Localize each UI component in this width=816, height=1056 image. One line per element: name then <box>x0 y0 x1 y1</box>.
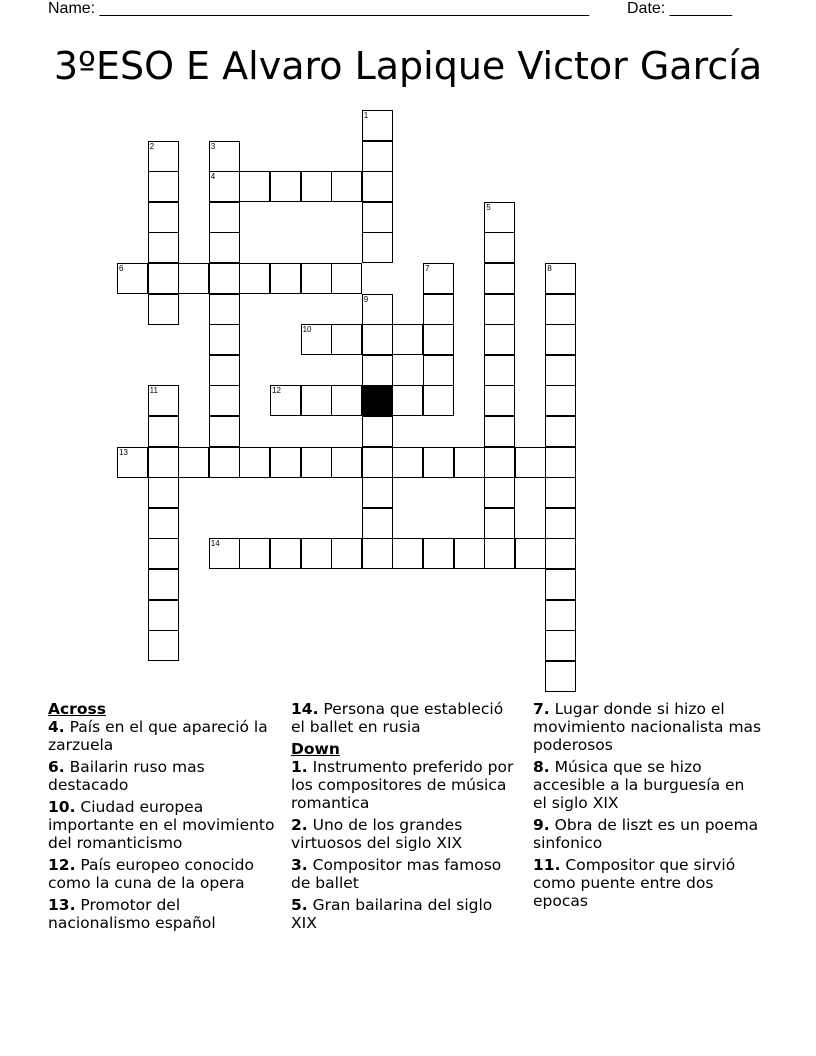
grid-cell[interactable] <box>301 538 332 569</box>
grid-cell[interactable] <box>545 600 576 631</box>
clue-number: 10. <box>48 798 76 816</box>
grid-clue-number: 10 <box>302 325 312 335</box>
grid-cell[interactable] <box>331 385 362 416</box>
grid-clue-number: 3 <box>210 141 216 151</box>
clue-text: Música que se hizo accesible a la burguesía en el siglo XIX <box>533 758 745 812</box>
grid-cell[interactable] <box>331 538 362 569</box>
clues-column-2 <box>291 700 521 936</box>
clues-column-3 <box>533 700 763 914</box>
grid-cell[interactable] <box>545 294 576 325</box>
grid-cell[interactable] <box>178 263 209 294</box>
grid-cell[interactable] <box>454 447 485 478</box>
clue-text: Bailarin ruso mas destacado <box>48 758 205 794</box>
grid-clue-number: 13 <box>119 447 128 457</box>
grid-cell[interactable] <box>545 569 576 600</box>
grid-clue-number: 6 <box>119 264 124 273</box>
grid-cell[interactable] <box>178 447 209 478</box>
clue-number: 3. <box>291 856 308 874</box>
grid-cell[interactable] <box>148 477 179 508</box>
page-title: 3ºESO E Alvaro Lapique Victor García <box>53 44 763 88</box>
grid-cell[interactable] <box>148 171 179 202</box>
grid-cell[interactable] <box>148 569 179 600</box>
clue-text: Lugar donde si hizo el movimiento nacionalista mas poderosos <box>533 700 762 754</box>
grid-cell[interactable] <box>423 538 454 569</box>
grid-cell[interactable] <box>545 385 576 416</box>
grid-clue-number: 7 <box>425 264 430 273</box>
clue-number: 14. <box>291 700 319 718</box>
clue-text: País europeo conocido como la cuna de la opera <box>48 856 254 892</box>
clue-text: Promotor del nacionalismo español <box>48 896 216 932</box>
grid-cell[interactable] <box>362 477 393 508</box>
grid-cell[interactable] <box>148 232 179 263</box>
grid-cell[interactable] <box>362 538 393 569</box>
grid-cell[interactable] <box>484 324 515 355</box>
clue-text: Compositor que sirvió como puente entre dos epocas <box>533 856 736 910</box>
across-clue-13 <box>48 896 278 932</box>
grid-cell[interactable] <box>270 447 301 478</box>
grid-cell[interactable] <box>301 385 332 416</box>
grid-cell[interactable] <box>545 630 576 661</box>
grid-cell[interactable] <box>392 324 423 355</box>
clue-number: 6. <box>48 758 65 776</box>
grid-cell[interactable] <box>454 538 485 569</box>
grid-cell[interactable] <box>545 477 576 508</box>
across-clue-4 <box>48 718 278 754</box>
grid-cell[interactable] <box>545 661 576 692</box>
grid-cell[interactable] <box>545 538 576 569</box>
grid-cell[interactable] <box>484 232 515 263</box>
grid-cell[interactable] <box>545 447 576 478</box>
grid-cell[interactable] <box>484 294 515 325</box>
down-clue-9 <box>533 816 763 852</box>
grid-cell[interactable] <box>331 263 362 294</box>
down-clue-8 <box>533 758 763 812</box>
grid-cell[interactable] <box>148 416 179 447</box>
grid-cell[interactable] <box>331 324 362 355</box>
grid-cell[interactable] <box>209 294 240 325</box>
grid-cell[interactable] <box>362 355 393 386</box>
grid-cell[interactable] <box>239 447 270 478</box>
grid-cell[interactable] <box>484 416 515 447</box>
grid-cell[interactable] <box>209 232 240 263</box>
grid-cell[interactable] <box>239 538 270 569</box>
grid-cell[interactable] <box>423 355 454 386</box>
down-clue-5 <box>291 896 521 932</box>
grid-cell[interactable] <box>392 538 423 569</box>
grid-cell[interactable] <box>209 202 240 233</box>
grid-cell[interactable] <box>423 447 454 478</box>
date-field-label: Date: _______ <box>627 0 732 17</box>
grid-cell[interactable] <box>148 447 179 478</box>
grid-cell[interactable] <box>148 294 179 325</box>
across-clue-6 <box>48 758 278 794</box>
clue-number: 2. <box>291 816 308 834</box>
clue-number: 5. <box>291 896 308 914</box>
grid-cell[interactable] <box>362 447 393 478</box>
clue-number: 11. <box>533 856 561 874</box>
grid-cell[interactable] <box>301 447 332 478</box>
grid-cell[interactable] <box>239 171 270 202</box>
clue-number: 4. <box>48 718 65 736</box>
clue-number: 1. <box>291 758 308 776</box>
grid-clue-number: 9 <box>363 294 369 304</box>
grid-cell[interactable] <box>423 324 454 355</box>
clue-text: Uno de los grandes virtuosos del siglo XIX <box>291 816 463 852</box>
grid-cell[interactable] <box>209 324 240 355</box>
grid-cell[interactable] <box>209 385 240 416</box>
grid-cell[interactable] <box>331 447 362 478</box>
grid-cell[interactable] <box>209 416 240 447</box>
grid-cell[interactable] <box>484 508 515 539</box>
across-heading: Across <box>48 700 106 718</box>
grid-cell[interactable] <box>362 202 393 233</box>
grid-cell[interactable] <box>362 416 393 447</box>
grid-cell[interactable] <box>209 355 240 386</box>
grid-cell[interactable] <box>484 447 515 478</box>
grid-cell[interactable] <box>484 355 515 386</box>
clues-column-1 <box>48 700 278 936</box>
grid-cell[interactable] <box>484 538 515 569</box>
grid-cell[interactable] <box>484 477 515 508</box>
down-clue-1 <box>291 758 521 812</box>
across-clue-12 <box>48 856 278 892</box>
clue-text: Obra de liszt es un poema sinfonico <box>533 816 759 852</box>
clue-number: 12. <box>48 856 76 874</box>
grid-cell[interactable] <box>239 263 270 294</box>
name-field-label: Name: _______________________________________________________ <box>48 0 589 17</box>
grid-block <box>362 385 393 416</box>
clue-text: Instrumento preferido por los compositores de música romantica <box>291 758 514 812</box>
across-clue-14 <box>291 700 521 736</box>
grid-cell[interactable] <box>209 263 240 294</box>
grid-clue-number: 5 <box>486 202 491 212</box>
grid-cell[interactable] <box>423 294 454 325</box>
down-heading: Down <box>291 740 340 758</box>
grid-cell[interactable] <box>148 202 179 233</box>
down-clue-7 <box>533 700 763 754</box>
grid-cell[interactable] <box>270 538 301 569</box>
grid-cell[interactable] <box>515 447 546 478</box>
clue-number: 7. <box>533 700 550 718</box>
grid-cell[interactable] <box>484 263 515 294</box>
grid-cell[interactable] <box>301 263 332 294</box>
clue-text: País en el que apareció la zarzuela <box>48 718 268 754</box>
grid-clue-number: 11 <box>149 386 158 396</box>
grid-clue-number: 14 <box>210 539 220 549</box>
clue-number: 9. <box>533 816 550 834</box>
grid-cell[interactable] <box>545 416 576 447</box>
grid-clue-number: 12 <box>272 386 281 396</box>
grid-cell[interactable] <box>331 171 362 202</box>
grid-cell[interactable] <box>362 232 393 263</box>
grid-cell[interactable] <box>148 538 179 569</box>
grid-clue-number: 8 <box>547 264 552 273</box>
grid-cell[interactable] <box>301 171 332 202</box>
grid-cell[interactable] <box>484 385 515 416</box>
grid-cell[interactable] <box>545 355 576 386</box>
grid-clue-number: 2 <box>149 141 155 151</box>
grid-cell[interactable] <box>362 171 393 202</box>
clue-number: 13. <box>48 896 76 914</box>
grid-cell[interactable] <box>148 630 179 661</box>
grid-clue-number: 4 <box>210 172 216 182</box>
grid-cell[interactable] <box>148 263 179 294</box>
grid-cell[interactable] <box>545 324 576 355</box>
grid-cell[interactable] <box>423 385 454 416</box>
down-clue-11 <box>533 856 763 910</box>
grid-cell[interactable] <box>209 447 240 478</box>
down-clue-3 <box>291 856 521 892</box>
across-clue-10 <box>48 798 278 852</box>
grid-cell[interactable] <box>362 141 393 172</box>
clue-text: Ciudad europea importante en el movimiento del romanticismo <box>48 798 275 852</box>
grid-cell[interactable] <box>270 263 301 294</box>
clue-text: Gran bailarina del siglo XIX <box>291 896 493 932</box>
grid-cell[interactable] <box>545 508 576 539</box>
clue-text: Compositor mas famoso de ballet <box>291 856 502 892</box>
grid-cell[interactable] <box>515 538 546 569</box>
grid-cell[interactable] <box>362 324 393 355</box>
grid-cell[interactable] <box>270 171 301 202</box>
grid-cell[interactable] <box>362 508 393 539</box>
grid-cell[interactable] <box>148 600 179 631</box>
down-clue-2 <box>291 816 521 852</box>
grid-cell[interactable] <box>392 447 423 478</box>
clue-text: Persona que estableció el ballet en rusia <box>291 700 504 736</box>
grid-cell[interactable] <box>148 508 179 539</box>
grid-cell[interactable] <box>392 385 423 416</box>
grid-clue-number: 1 <box>363 111 369 120</box>
clue-number: 8. <box>533 758 550 776</box>
